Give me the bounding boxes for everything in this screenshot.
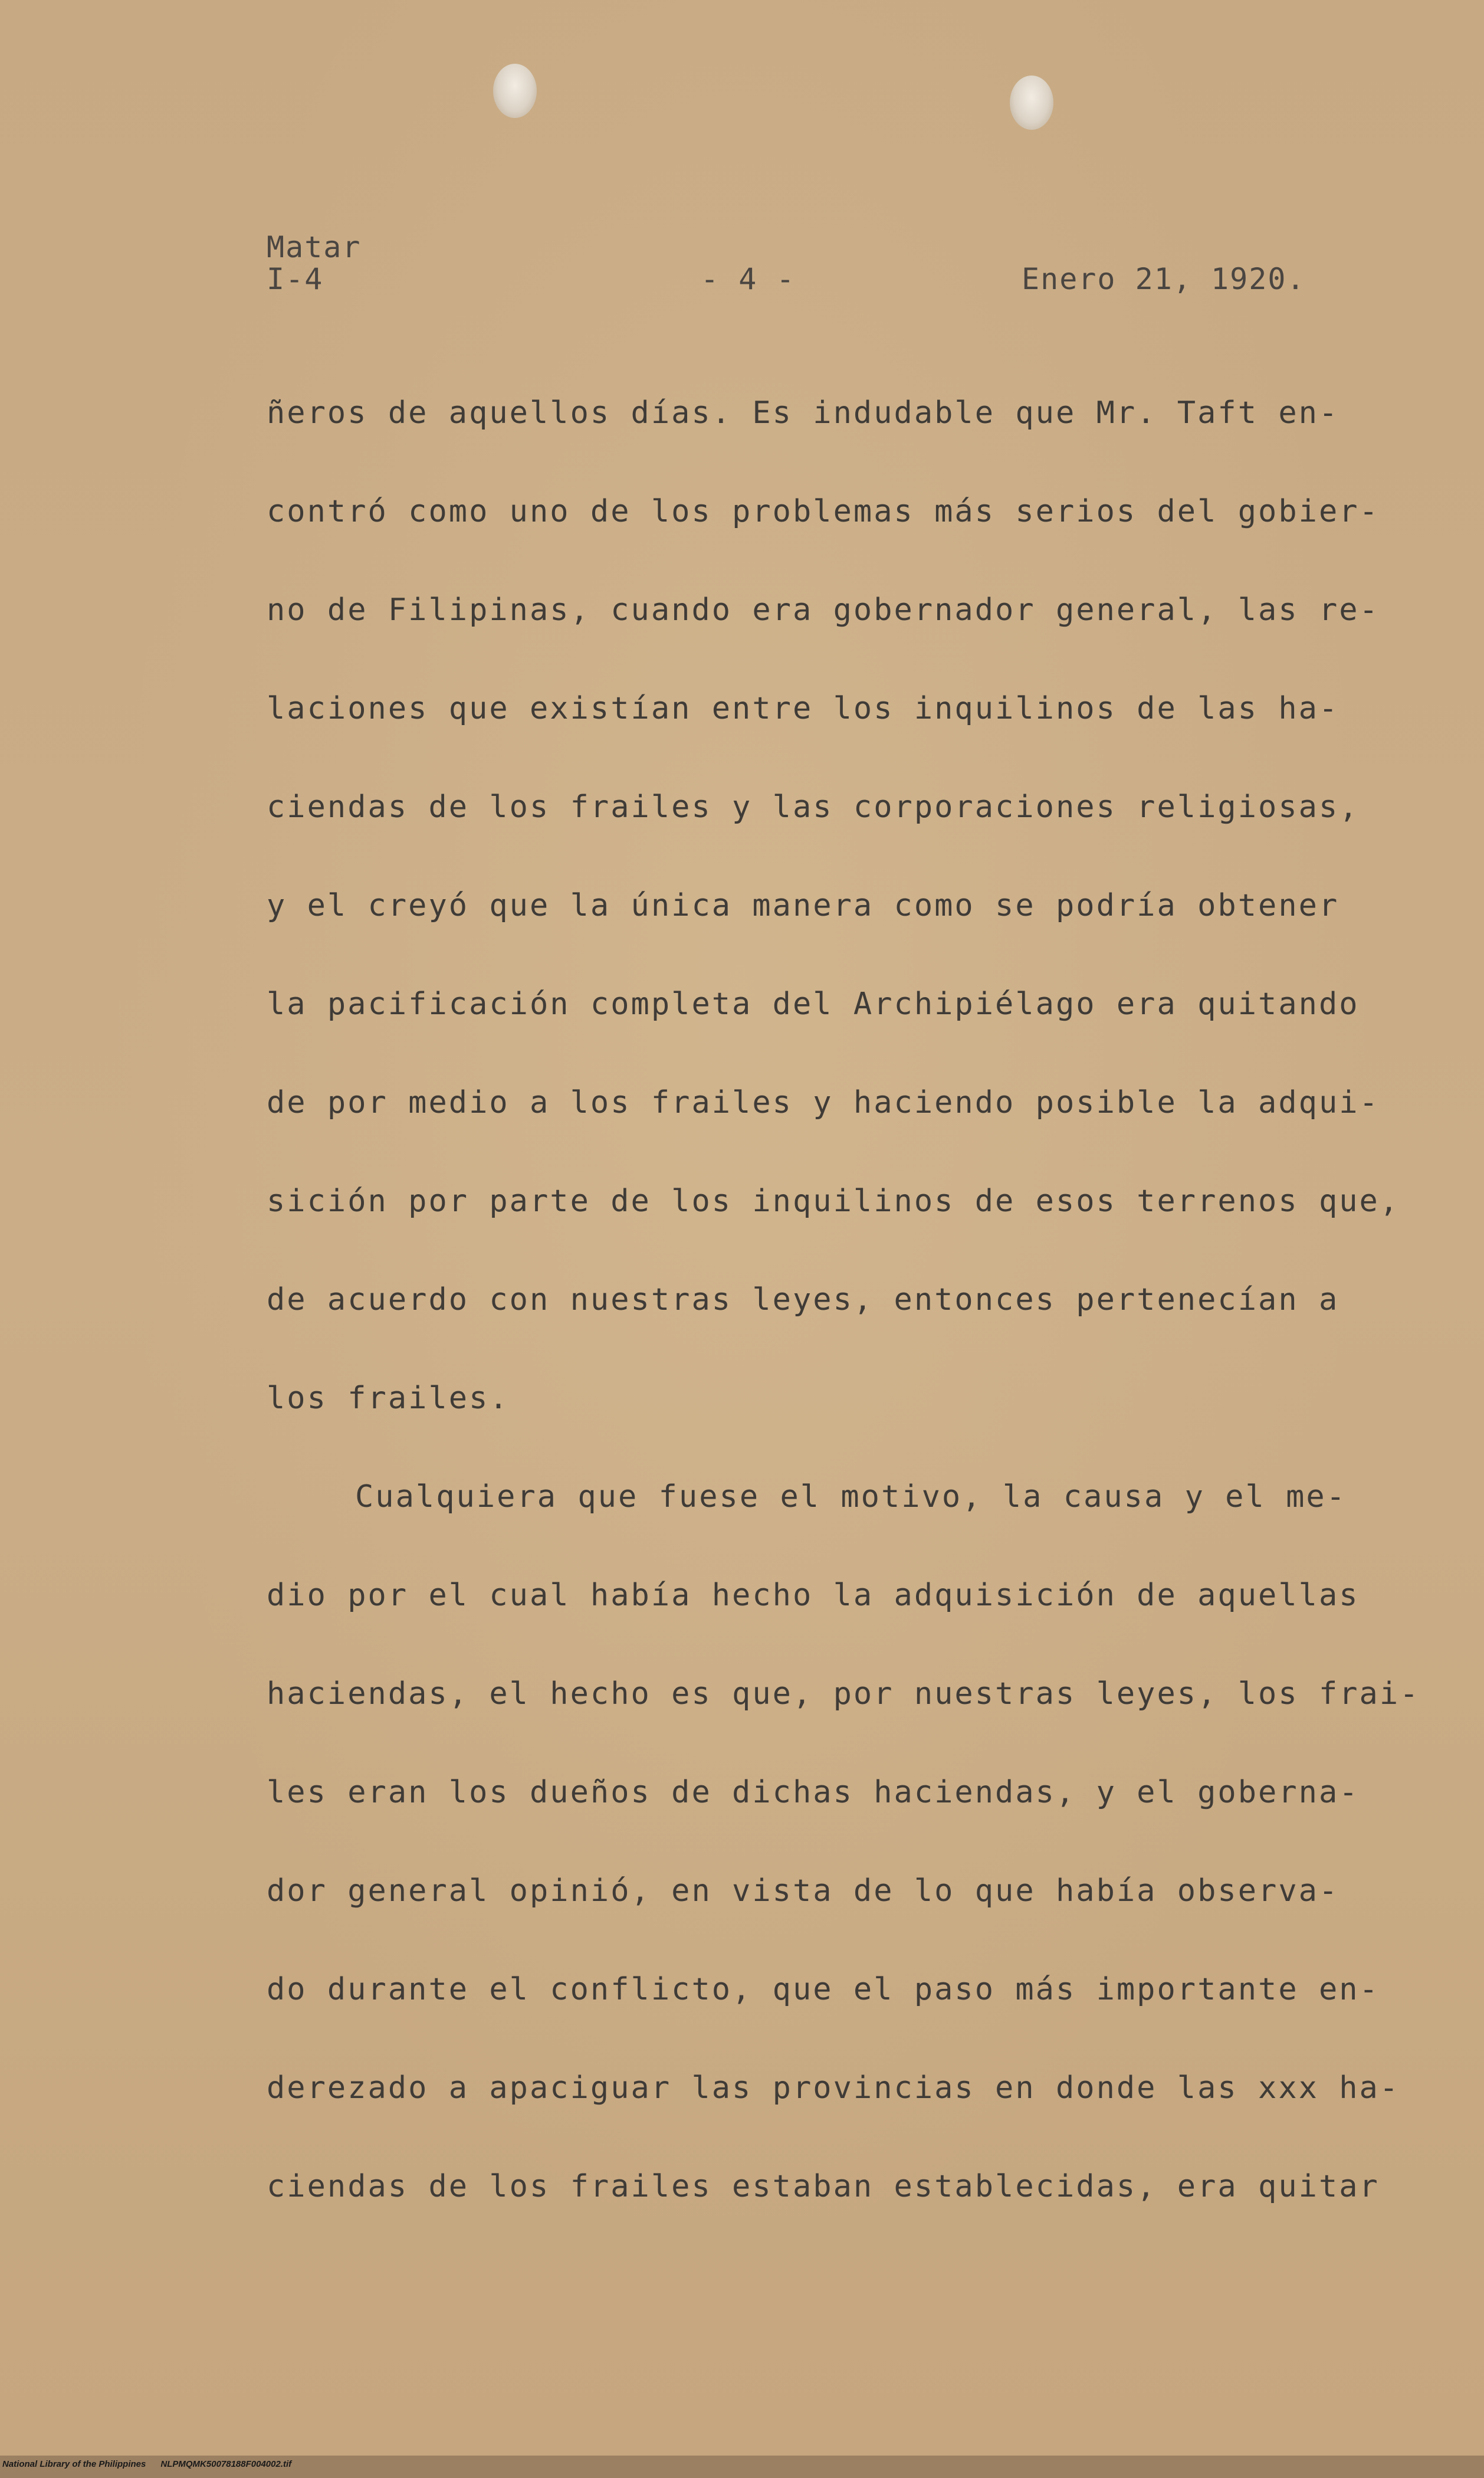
text-line: ciendas de los frailes estaban establecidas, era quitar	[267, 2169, 1380, 2204]
text-line: do durante el conflicto, que el paso más importante en-	[267, 1972, 1380, 2007]
text-line: les eran los dueños de dichas haciendas, y el goberna-	[267, 1775, 1360, 1810]
text-line: los frailes.	[267, 1381, 510, 1416]
text-line: dio por el cual había hecho la adquisición de aquellas	[267, 1578, 1360, 1613]
text-line: no de Filipinas, cuando era gobernador general, las re-	[267, 592, 1380, 628]
body-text	[267, 392, 1420, 2264]
text-line: laciones que existían entre los inquilinos de las ha-	[267, 691, 1339, 726]
text-line: la pacificación completa del Archipiélago era quitando	[267, 986, 1360, 1022]
archive-label: National Library of the Philippines	[2, 2459, 146, 2469]
punch-hole	[493, 64, 537, 118]
paragraph-start-line: Cualquiera que fuese el motivo, la causa y el me-	[355, 1479, 1347, 1515]
text-line: ñeros de aquellos días. Es indudable que Mr. Taft en-	[267, 395, 1339, 431]
text-line: contró como uno de los problemas más serios del gobier-	[267, 494, 1380, 529]
text-line: sición por parte de los inquilinos de esos terrenos que,	[267, 1184, 1400, 1219]
text-line: ciendas de los frailes y las corporaciones religiosas,	[267, 789, 1360, 825]
punch-hole	[1010, 76, 1053, 130]
text-line: dor general opinió, en vista de lo que había observa-	[267, 1873, 1339, 1909]
file-id: NLPMQMK50078188F004002.tif	[160, 2459, 292, 2469]
text-line: derezado a apaciguar las provincias en donde las xxx ha-	[267, 2070, 1400, 2106]
header-reference: I-4	[267, 262, 324, 296]
text-line: haciendas, el hecho es que, por nuestras leyes, los frai-	[267, 1676, 1420, 1712]
text-line: de acuerdo con nuestras leyes, entonces pertenecían a	[267, 1282, 1339, 1317]
page-number: - 4 -	[701, 262, 796, 296]
header-date: Enero 21, 1920.	[1022, 262, 1306, 296]
header-name: Matar	[267, 230, 362, 264]
text-line: y el creyó que la única manera como se podría obtener	[267, 888, 1339, 923]
text-line: de por medio a los frailes y haciendo posible la adqui-	[267, 1085, 1380, 1120]
archive-footer	[2, 2459, 291, 2469]
